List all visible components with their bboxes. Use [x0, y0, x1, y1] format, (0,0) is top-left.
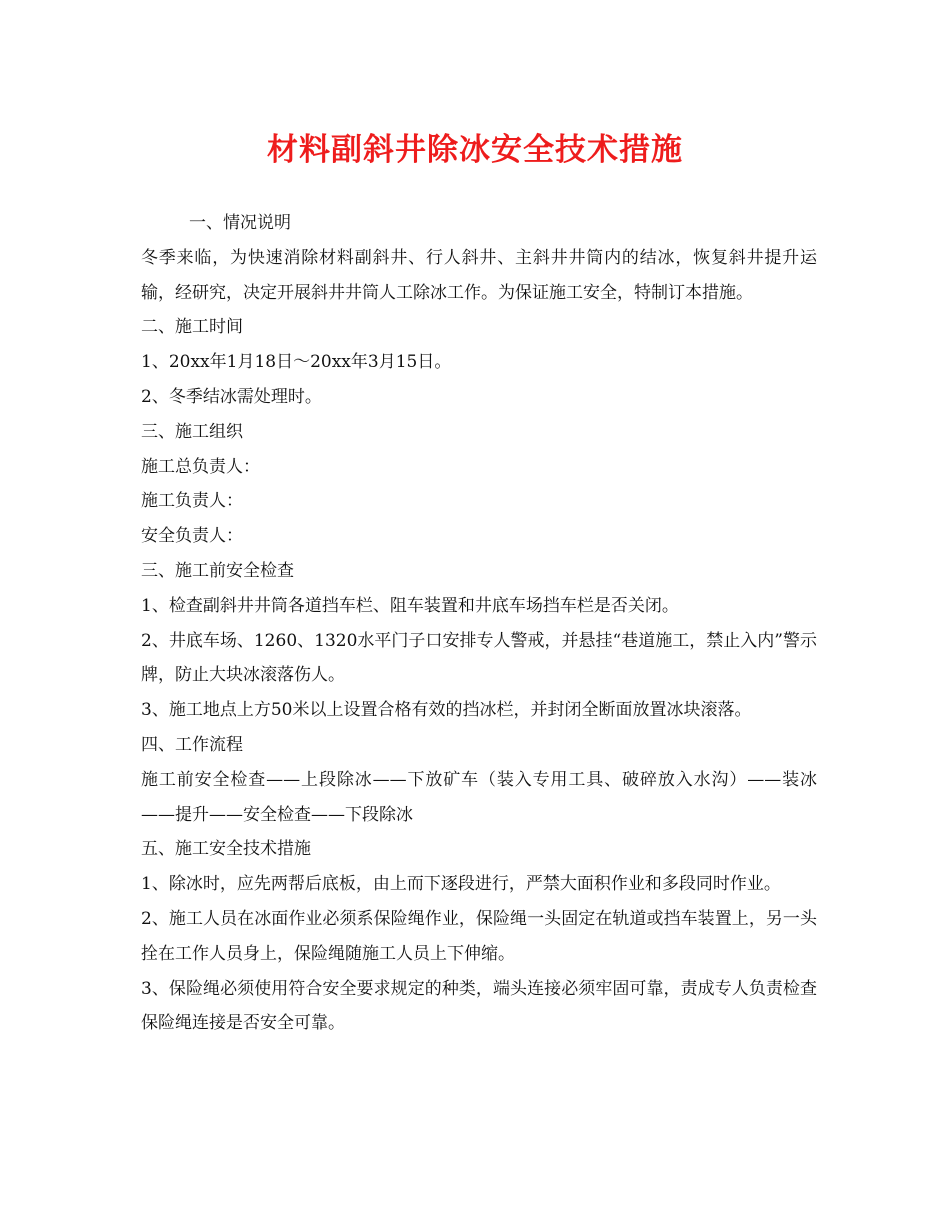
- paragraph-safety-leader: 安全负责人：: [141, 526, 243, 547]
- paragraph-measure-3: 3、保险绳必须使用符合安全要求规定的种类，端头连接必须牢固可靠，责成专人负责检查保险绳连接是否安全可靠。: [141, 978, 817, 1034]
- section-heading-measures: 五、施工安全技术措施: [141, 839, 311, 860]
- document-body: [141, 206, 817, 1041]
- section-heading-situation: 一、情况说明: [189, 213, 291, 233]
- paragraph-precheck-1: 1、检查副斜井井筒各道挡车栏、阻车装置和井底车场挡车栏是否关闭。: [141, 595, 679, 616]
- section-heading-time: 二、施工时间: [141, 317, 243, 338]
- paragraph-measure-1: 1、除冰时，应先两帮后底板，由上而下逐段进行，严禁大面积作业和多段同时作业。: [141, 874, 781, 895]
- paragraph-leader: 施工负责人：: [141, 491, 243, 512]
- paragraph-precheck-3: 3、施工地点上方50米以上设置合格有效的挡冰栏，并封闭全断面放置冰块滚落。: [141, 700, 752, 721]
- section-heading-workflow: 四、工作流程: [141, 734, 243, 755]
- paragraph-time-1: 1、20xx年1月18日～20xx年3月15日。: [141, 352, 452, 373]
- section-heading-precheck: 三、施工前安全检查: [141, 560, 294, 581]
- paragraph-workflow: 施工前安全检查——上段除冰——下放矿车（装入专用工具、破碎放入水沟）——装冰——提升——安全检查——下段除冰: [141, 769, 817, 825]
- section-heading-organization: 三、施工组织: [141, 421, 243, 442]
- paragraph-precheck-2: 2、井底车场、1260、1320水平门子口安排专人警戒，并悬挂“巷道施工，禁止入内”警示牌，防止大块冰滚落伤人。: [141, 630, 817, 686]
- paragraph-time-2: 2、冬季结冰需处理时。: [141, 386, 322, 407]
- paragraph-measure-2: 2、施工人员在冰面作业必须系保险绳作业，保险绳一头固定在轨道或挡车装置上，另一头拴在工作人员身上，保险绳随施工人员上下伸缩。: [141, 908, 817, 964]
- document-title: 材料副斜井除冰安全技术措施: [267, 132, 683, 168]
- paragraph-situation: 冬季来临，为快速消除材料副斜井、行人斜井、主斜井井筒内的结冰，恢复斜井提升运输，经研究，决定开展斜井井筒人工除冰工作。为保证施工安全，特制订本措施。: [141, 247, 817, 303]
- paragraph-chief: 施工总负责人：: [141, 456, 260, 477]
